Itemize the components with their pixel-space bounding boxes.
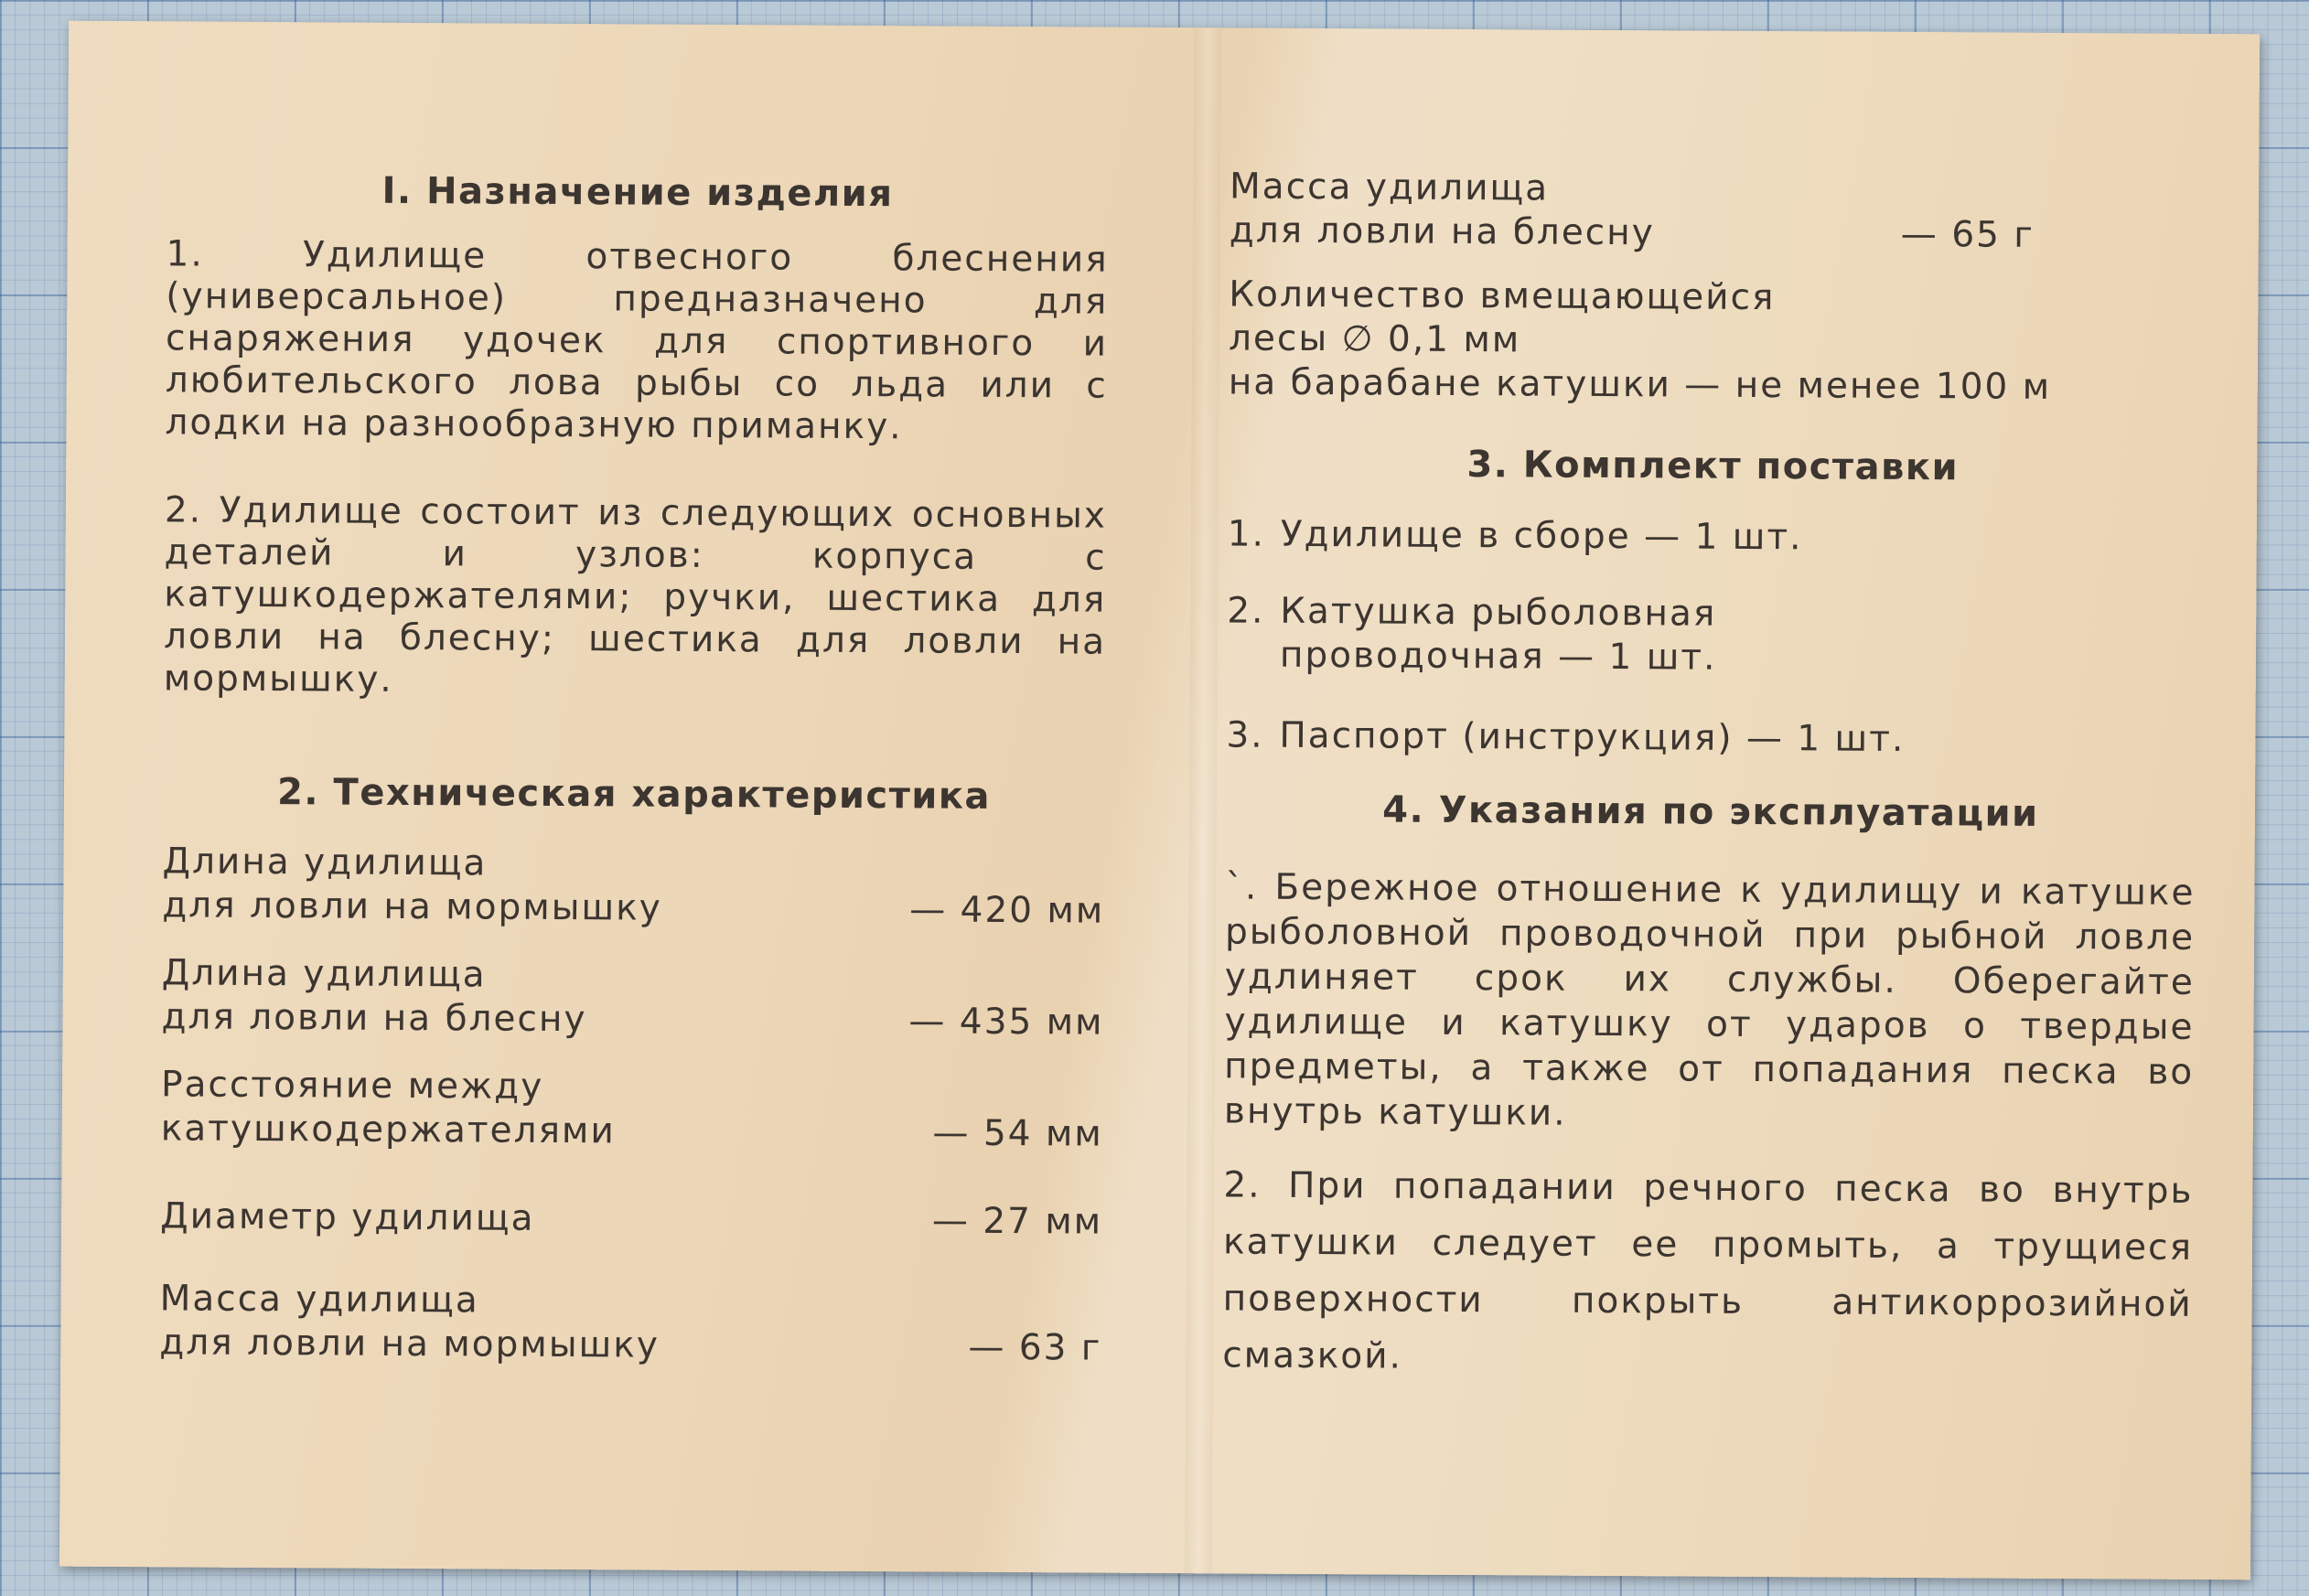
spec-length-spoon [161, 951, 1104, 1044]
section1-paragraph-1: 1. Удилище отвесного блеснения (универсальное) предназначено для снаряжения удочек для спортивного и любительского лова рыбы со льда или с лодки на разнообразную приманку. [165, 233, 1109, 448]
list-item-number: 2. [1227, 590, 1265, 632]
spec-label: лесы ∅ 0,1 мм [1228, 317, 1521, 361]
center-fold [1185, 27, 1221, 1573]
list-item-number: 1. [1227, 513, 1266, 555]
section4-paragraph-2: 2. При попадании речного песка во внутрь катушки следует ее промыть, а трущиеся поверхности покрыть антикоррозийной смазкой. [1222, 1164, 2194, 1377]
spec-value: — 27 мм [931, 1200, 1103, 1243]
section4-paragraph-1: `. Бережное отношение к удилищу и катушке рыболовной проводочной при рыбной ловле удлиняет срок их службы. Оберегайте удилище и катушку от ударов о твердые предметы, а также от попадания песка во внутрь катушки. [1223, 866, 2196, 1134]
spec-value: — 54 мм [932, 1112, 1103, 1155]
spec-value: — 63 г [968, 1326, 1102, 1369]
spec-label: Масса удилища [1229, 166, 1550, 209]
spec-label: Длина удилища [162, 841, 488, 884]
section1-title: I. Назначение изделия [381, 169, 894, 216]
spec-value: — 420 мм [909, 889, 1105, 932]
spec-length-jig [162, 840, 1105, 933]
spec-label: Диаметр удилища [160, 1195, 535, 1239]
booklet-sheet [59, 21, 2260, 1580]
spec-label: для ловли на блесну [1229, 209, 1655, 254]
spec-label: Длина удилища [161, 952, 487, 996]
list-item [1226, 713, 2196, 763]
spec-label: Масса удилища [159, 1278, 479, 1322]
spec-line-capacity [1229, 273, 2199, 410]
spec-value: — 435 мм [908, 1001, 1104, 1044]
list-item [1228, 512, 2197, 562]
section1-paragraph-2: 2. Удилище состоит из следующих основных деталей и узлов: корпуса с катушкодержателями; ручки, шестика для ловли на блесну; шестика для ловли на мормышку. [163, 489, 1108, 701]
list-item-text: Катушка рыболовная [1280, 590, 1717, 635]
spec-value: — 65 г [1900, 213, 2035, 256]
right-page [1222, 27, 2200, 1377]
list-item-text: Удилище в сборе — 1 шт. [1280, 513, 1803, 559]
list-item-number: 3. [1226, 714, 1264, 756]
list-item [1227, 589, 2197, 682]
spec-diameter [160, 1194, 1102, 1244]
list-item-text: Паспорт (инструкция) — 1 шт. [1279, 714, 1906, 760]
spec-label: Количество вмещающейся [1229, 273, 1776, 319]
section2-title: 2. Техническая характеристика [276, 771, 992, 818]
spec-distance [161, 1063, 1104, 1156]
spec-label: катушкодержателями [160, 1108, 616, 1152]
spec-label: для ловли на мормышку [159, 1322, 660, 1366]
left-page [159, 21, 1110, 1369]
list-item-text: проводочная — 1 шт. [1279, 634, 1717, 679]
spec-label: для ловли на блесну [161, 996, 587, 1041]
spec-label: Расстояние между [160, 1064, 544, 1108]
spec-mass-jig [159, 1277, 1102, 1370]
spec-label: для ловли на мормышку [162, 884, 662, 929]
section3-title: 3. Комплект поставки [1466, 444, 1960, 489]
spec-label: на барабане катушки — не менее 100 м [1228, 361, 2052, 408]
section4-title: 4. Указания по эксплуатации [1382, 788, 2039, 835]
spec-mass-spoon [1230, 165, 2035, 257]
